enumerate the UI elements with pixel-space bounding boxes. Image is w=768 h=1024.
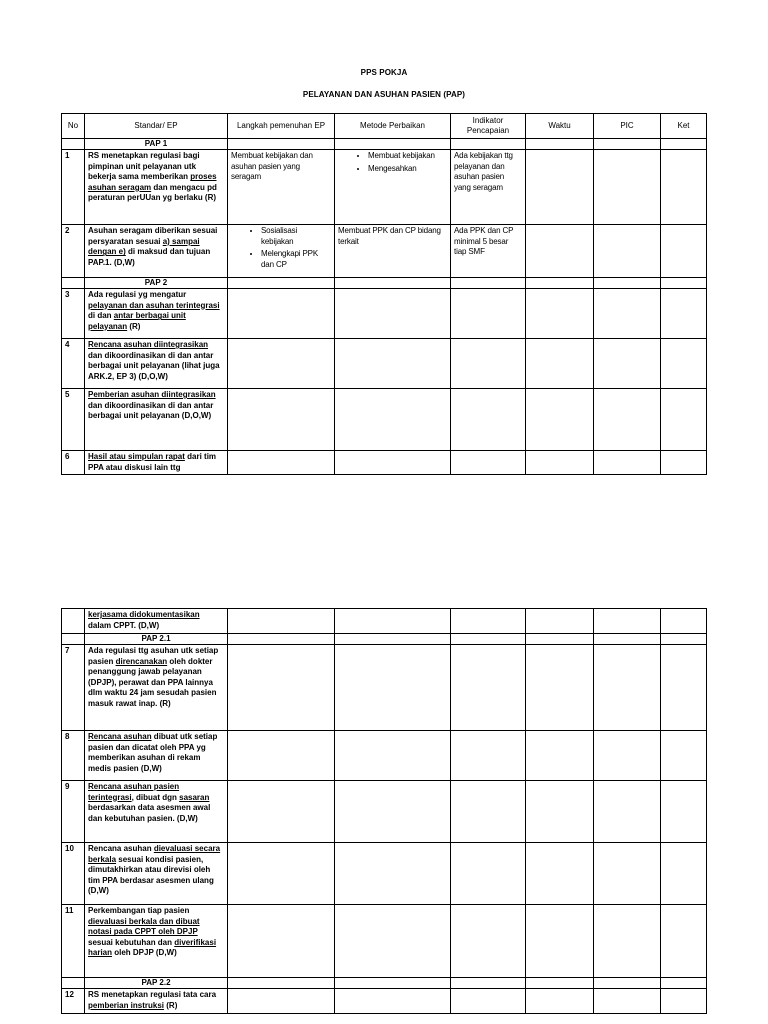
standar-cell: Rencana asuhan pasien terintegrasi, dibuat dgn sasaran berdasarkan data asesmen awal dan kebutuhan pasien. (D,W)	[85, 781, 228, 843]
list-item: • Mengesahkan	[368, 164, 447, 175]
langkah-cell: Membuat kebijakan dan asuhan pasien yang seragam	[228, 150, 335, 225]
indikator-cell: Ada PPK dan CP minimal 5 besar tiap SMF	[451, 225, 526, 278]
standar-cell: RS menetapkan regulasi bagi pimpinan unit pelayanan utk bekerja sama memberikan proses asuhan seragam dan mengacu pd peraturan perUUan yg berlaku (R)	[85, 150, 228, 225]
standar-cell: Ada regulasi yg mengatur pelayanan dan asuhan terintegrasi di dan antar berbagai unit pelayanan (R)	[85, 289, 228, 339]
standar-cell: Hasil atau simpulan rapat dari tim PPA atau diskusi lain ttg	[85, 451, 228, 475]
standar-cell: Rencana asuhan dievaluasi secara berkala sesuai kondisi pasien, dimutakhirkan atau direvisi oleh tim PPA berdasar asesmen ulang (D,W)	[85, 843, 228, 905]
row-number: 10	[62, 843, 85, 905]
row-number: 5	[62, 389, 85, 451]
list-item: • Membuat kebijakan	[368, 151, 447, 162]
col-header-standar: Standar/ EP	[85, 114, 228, 139]
section-row	[62, 278, 707, 289]
section-row	[62, 634, 707, 645]
row-number: 9	[62, 781, 85, 843]
pap-table-part-2	[61, 608, 707, 1014]
indikator-cell: Ada kebijakan ttg pelayanan dan asuhan pasien yang seragam	[451, 150, 526, 225]
standar-cell: Pemberian asuhan diintegrasikan dan dikoordinasikan di dan antar berbagai unit pelayanan (D,O,W)	[85, 389, 228, 451]
table-row	[62, 609, 707, 634]
section-label: PAP 1	[85, 139, 228, 150]
row-number: 12	[62, 989, 85, 1014]
table-row	[62, 150, 707, 225]
standar-cell: Perkembangan tiap pasien dievaluasi berkala dan dibuat notasi pada CPPT oleh DPJP sesuai kebutuhan dan diverifikasi harian oleh DPJP (D,W)	[85, 905, 228, 978]
table-row	[62, 843, 707, 905]
table-row	[62, 989, 707, 1014]
col-header-metode: Metode Perbaikan	[335, 114, 451, 139]
langkah-cell	[228, 225, 335, 278]
row-number: 8	[62, 731, 85, 781]
list-item: • Sosialisasi kebijakan	[261, 226, 331, 247]
col-header-no: No	[62, 114, 85, 139]
col-header-langkah: Langkah pemenuhan EP	[228, 114, 335, 139]
document-subtitle: PELAYANAN DAN ASUHAN PASIEN (PAP)	[302, 90, 466, 99]
row-number: 1	[62, 150, 85, 225]
table-row	[62, 339, 707, 389]
section-row	[62, 139, 707, 150]
row-number: 6	[62, 451, 85, 475]
document-title: PPS POKJA	[360, 68, 408, 77]
col-header-ket: Ket	[661, 114, 707, 139]
section-label: PAP 2.1	[85, 634, 228, 645]
section-label: PAP 2	[85, 278, 228, 289]
table-row	[62, 289, 707, 339]
table-row	[62, 645, 707, 731]
row-number: 11	[62, 905, 85, 978]
table-row	[62, 781, 707, 843]
standar-cell: kerjasama didokumentasikan dalam CPPT. (D,W)	[85, 609, 228, 634]
standar-cell: Rencana asuhan diintegrasikan dan dikoordinasikan di dan antar berbagai unit pelayanan (lihat juga ARK.2, EP 3) (D,O,W)	[85, 339, 228, 389]
row-number: 3	[62, 289, 85, 339]
section-row	[62, 978, 707, 989]
col-header-pic: PIC	[594, 114, 661, 139]
col-header-indikator: Indikator Pencapaian	[451, 114, 526, 139]
standar-cell: Asuhan seragam diberikan sesuai persyaratan sesuai a) sampai dengan e) di maksud dan tujuan PAP.1. (D,W)	[85, 225, 228, 278]
metode-cell: Membuat PPK dan CP bidang terkait	[335, 225, 451, 278]
row-number: 7	[62, 645, 85, 731]
table-row	[62, 731, 707, 781]
table-row	[62, 451, 707, 475]
pap-table-part-1	[61, 113, 707, 475]
table-row	[62, 389, 707, 451]
list-item: • Melengkapi PPK dan CP	[261, 249, 331, 270]
metode-cell	[335, 150, 451, 225]
table-row	[62, 905, 707, 978]
row-number: 4	[62, 339, 85, 389]
standar-cell: Rencana asuhan dibuat utk setiap pasien dan dicatat oleh PPA yg memberikan asuhan di rekam medis pasien (D,W)	[85, 731, 228, 781]
col-header-waktu: Waktu	[526, 114, 594, 139]
standar-cell: RS menetapkan regulasi tata cara pemberian instruksi (R)	[85, 989, 228, 1014]
table-row	[62, 225, 707, 278]
standar-cell: Ada regulasi ttg asuhan utk setiap pasien direncanakan oleh dokter penanggung jawab pelayanan (DPJP), perawat dan PPA lainnya dlm waktu 24 jam sesudah pasien masuk rawat inap. (R)	[85, 645, 228, 731]
table-header-row	[62, 114, 707, 139]
section-label: PAP 2.2	[85, 978, 228, 989]
row-number: 2	[62, 225, 85, 278]
